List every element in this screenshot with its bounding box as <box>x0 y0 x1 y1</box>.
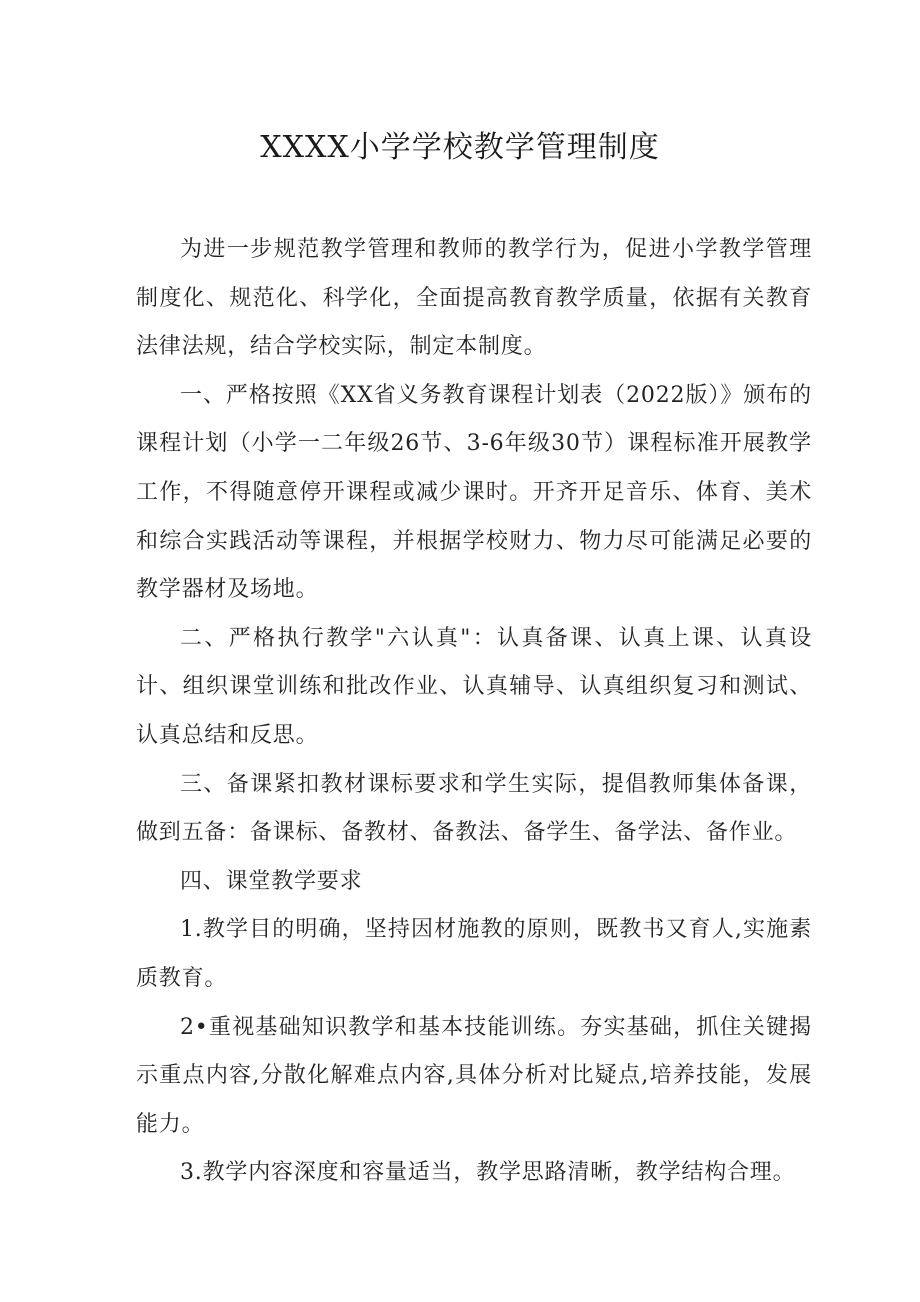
document-body <box>136 226 812 1198</box>
paragraph-intro: 为进一步规范教学管理和教师的教学行为，促进小学教学管理制度化、规范化、科学化，全面提高教育教学质量，依据有关教育法律法规，结合学校实际，制定本制度。 <box>136 237 812 360</box>
paragraph-section-4-heading: 四、课堂教学要求 <box>180 868 363 894</box>
paragraph-item-3: 3.教学内容深度和容量适当，教学思路清晰，教学结构合理。 <box>180 1160 796 1186</box>
paragraph-section-1: 一、严格按照《XX省义务教育课程计划表（2022版）》颁布的课程计划（小学一二年级26节、3-6年级30节）课程标准开展教学工作，不得随意停开课程或减少课时。开齐开足音乐、体育、美术和综合实践活动等课程，并根据学校财力、物力尽可能满足必要的教学器材及场地。 <box>136 382 812 603</box>
paragraph-section-2: 二、严格执行教学"六认真"：认真备课、认真上课、认真设计、组织课堂训练和批改作业、认真辅导、认真组织复习和测试、认真总结和反思。 <box>136 625 812 748</box>
paragraph-item-1: 1.教学目的明确，坚持因材施教的原则，既教书又育人,实施素质教育。 <box>136 917 812 991</box>
paragraph-section-3: 三、备课紧扣教材课标要求和学生实际，提倡教师集体备课，做到五备：备课标、备教材、备教法、备学生、备学法、备作业。 <box>136 771 812 846</box>
document-title: XXXX小学学校教学管理制度 <box>260 130 660 165</box>
paragraph-item-2: 2•重视基础知识教学和基本技能训练。夯实基础，抓住关键揭示重点内容,分散化解难点内容,具体分析对比疑点,培养技能，发展能力。 <box>136 1014 812 1137</box>
